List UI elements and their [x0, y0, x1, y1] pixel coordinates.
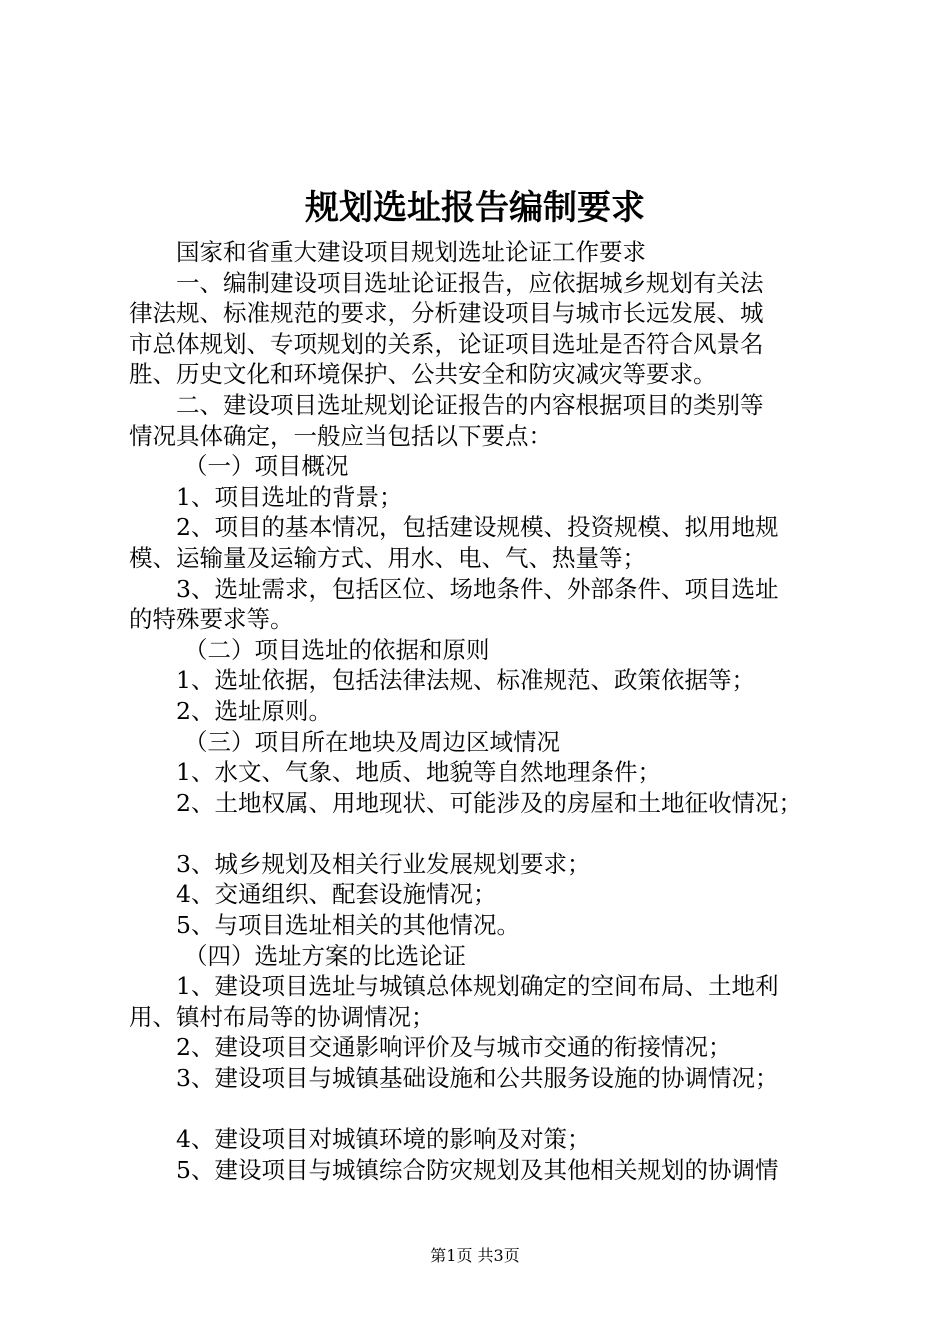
paragraph-line: 3、选址需求，包括区位、场地条件、外部条件、项目选址 — [176, 574, 779, 603]
paragraph-line: 3、城乡规划及相关行业发展规划要求； — [176, 849, 591, 878]
paragraph-line: 2、土地权属、用地现状、可能涉及的房屋和土地征收情况； — [176, 788, 802, 817]
paragraph-line: 4、交通组织、配套设施情况； — [176, 880, 497, 909]
blank-line — [129, 818, 839, 849]
paragraph-line: 2、项目的基本情况，包括建设规模、投资规模、拟用地规 — [176, 513, 779, 542]
paragraph-line: 2、选址原则。 — [176, 696, 332, 725]
paragraph-line: 的特殊要求等。 — [129, 605, 294, 634]
paragraph-line: （三）项目所在地块及周边区域情况 — [184, 727, 560, 756]
paragraph-line: 2、建设项目交通影响评价及与城市交通的衔接情况； — [176, 1033, 732, 1062]
document-body — [129, 237, 839, 1185]
paragraph-line: 模、运输量及运输方式、用水、电、气、热量等； — [129, 543, 646, 572]
paragraph-line: 用、镇村布局等的协调情况； — [129, 1002, 435, 1031]
paragraph-line: （二）项目选址的依据和原则 — [184, 635, 490, 664]
paragraph-line: （一）项目概况 — [184, 452, 349, 481]
paragraph-line: 1、选址依据，包括法律法规、标准规范、政策依据等； — [176, 666, 755, 695]
paragraph-line: 5、建设项目与城镇综合防灾规划及其他相关规划的协调情 — [176, 1155, 779, 1184]
blank-line — [129, 1094, 839, 1125]
paragraph-line: 国家和省重大建设项目规划选址论证工作要求 — [176, 238, 646, 266]
paragraph-line: 1、建设项目选址与城镇总体规划确定的空间布局、土地利 — [176, 972, 779, 1001]
page-footer: 第1页 共3页 — [430, 1246, 520, 1265]
paragraph-line: 1、水文、气象、地质、地貌等自然地理条件； — [176, 758, 661, 787]
paragraph-line: 一、编制建设项目选址论证报告，应依据城乡规划有关法 — [176, 268, 764, 297]
paragraph-line: 市总体规划、专项规划的关系，论证项目选址是否符合风景名 — [129, 329, 764, 358]
paragraph-line: 4、建设项目对城镇环境的影响及对策； — [176, 1125, 591, 1154]
document-title: 规划选址报告编制要求 — [305, 188, 645, 228]
paragraph-line: 胜、历史文化和环境保护、公共安全和防灾减灾等要求。 — [129, 360, 717, 389]
paragraph-line: 5、与项目选址相关的其他情况。 — [176, 911, 520, 940]
paragraph-line: 3、建设项目与城镇基础设施和公共服务设施的协调情况； — [176, 1064, 779, 1093]
paragraph-line: 律法规、标准规范的要求，分析建设项目与城市长远发展、城 — [129, 299, 764, 328]
paragraph-line: 二、建设项目选址规划论证报告的内容根据项目的类别等 — [176, 390, 764, 419]
paragraph-line: （四）选址方案的比选论证 — [184, 941, 466, 970]
paragraph-line: 情况具体确定，一般应当包括以下要点： — [129, 421, 552, 450]
paragraph-line: 1、项目选址的背景； — [176, 482, 403, 511]
